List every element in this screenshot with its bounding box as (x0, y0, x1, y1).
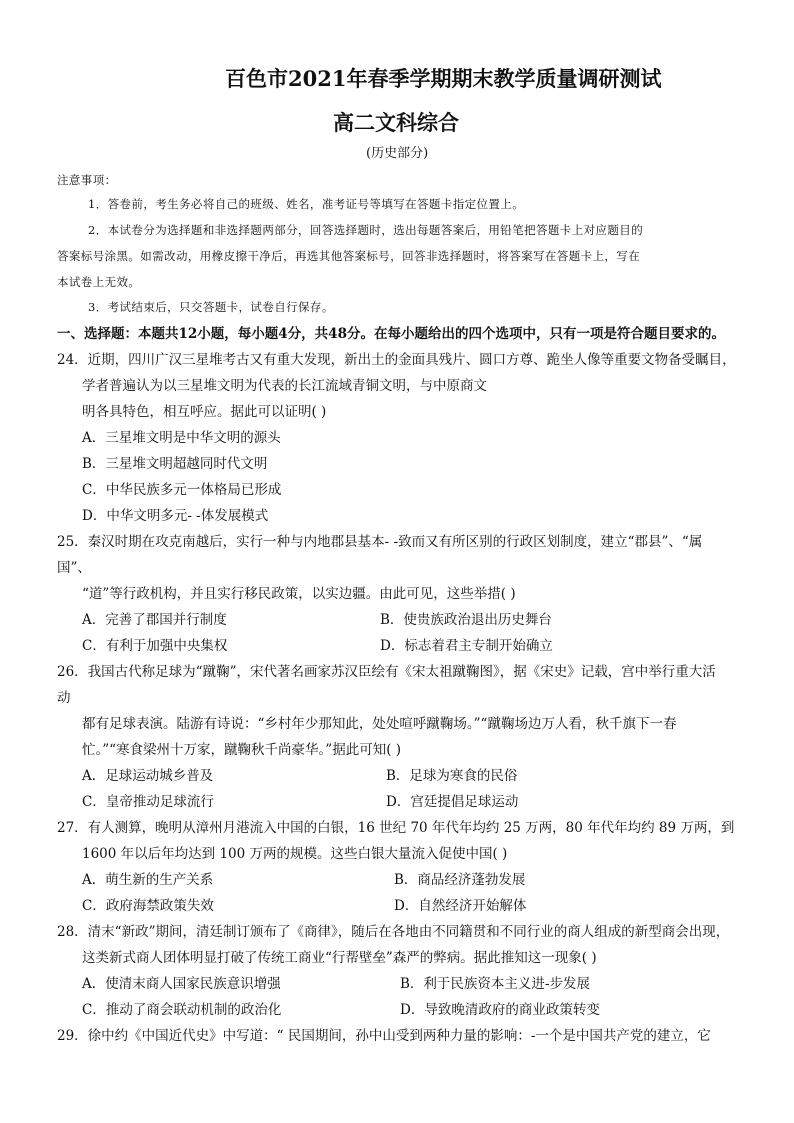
q24-option-b: B．三星堆文明超越同时代文明 (82, 456, 268, 472)
q24-stem-line-3: 明各具特色，相互呼应。据此可以证明( ) (82, 404, 327, 420)
q27-stem-line-2: 1600 年以后年均达到 100 万两的规模。这些白银大量流入促使中国( ) (82, 846, 508, 862)
notice-item-2-line-3: 本试卷上无效。 (57, 275, 141, 289)
q27-option-a: A．萌生新的生产关系 (82, 872, 214, 888)
q25-option-a: A．完善了郡国并行制度 (82, 612, 227, 628)
q24-stem-line-2: 学者普遍认为以三星堆文明为代表的长江流域青铜文明，与中原商文 (82, 378, 487, 394)
q26-option-d: D．宫廷提倡足球运动 (386, 794, 519, 810)
q24-option-a: A．三星堆文明是中华文明的源头 (82, 430, 281, 446)
q26-option-a: A．足球运动城乡普及 (82, 768, 214, 784)
q24-option-c: C．中华民族多元一体格局已形成 (82, 482, 282, 498)
q24-stem-line-1: 24．近期，四川广汉三星堆考古又有重大发现，新出土的金面具残片、圆口方尊、跪坐人像等重要文物备受瞩目， (57, 352, 736, 368)
notice-heading: 注意事项： (57, 173, 117, 187)
q25-stem-line-1: 25．秦汉时期在攻克南越后，实行一种与内地郡县基本- -致而又有所区别的行政区划制度，建立“郡县”、“属 (57, 534, 703, 550)
q27-stem-line-1: 27．有人测算，晚明从漳州月港流入中国的白银，16 世纪 70 年代年均约 25 万两，80 年代年均约 89 万两，到 (57, 820, 735, 836)
notice-item-2-line-2: 答案标号涂黑。如需改动，用橡皮擦干净后，再选其他答案标号，回答非选择题时，将答案写在答题卡上，写在 (57, 249, 641, 263)
section-1-title: 一、选择题：本题共12小题，每小题4分，共48分。在每小题给出的四个选项中，只有一项是符合题目要求的。 (57, 326, 725, 342)
q25-option-d: D．标志着君主专制开始确立 (380, 638, 553, 654)
q27-option-c: C．政府海禁政策失效 (82, 898, 214, 914)
q28-option-c: C．推动了商会联动机制的政治化 (82, 1002, 282, 1018)
exam-part: (历史部分) (366, 146, 429, 161)
exam-title: 百色市2021年春季学期期末教学质量调研测试 (225, 66, 662, 91)
q27-option-d: D．自然经济开始解体 (394, 898, 527, 914)
q28-stem-line-1: 28．清末“新政”期间，清廷制订颁布了《商律》，随后在各地由不同籍贯和不同行业的商人组成的新型商会出现， (57, 924, 730, 940)
q28-option-d: D．导致晚清政府的商业政策转变 (400, 1002, 600, 1018)
q25-option-b: B．使贵族政治退出历史舞台 (380, 612, 552, 628)
notice-item-2-line-1: 2．本试卷分为选择题和非选择题两部分，回答选择题时，选出每题答案后，用铅笔把答题卡上对应题目的 (88, 223, 644, 237)
q25-stem-line-3: “道”等行政机构，并且实行移民政策，以实边疆。由此可见，这些举措( ) (82, 586, 516, 602)
q26-stem-line-4: 忙。”“寒食梁州十万家，蹴鞠秋千尚豪华。”据此可知( ) (82, 742, 402, 758)
q26-stem-line-1: 26．我国古代称足球为“蹴鞠”，宋代著名画家苏汉臣绘有《宋太祖蹴鞠图》，据《宋史》记载，宫中举行重大活 (57, 664, 716, 680)
q28-stem-line-2: 这类新式商人团体明显打破了传统工商业“行帮壁垒”森严的弊病。据此推知这一现象( ) (82, 950, 597, 966)
notice-item-1: 1．答卷前，考生务必将自己的班级、姓名，准考证号等填写在答题卡指定位置上。 (88, 197, 525, 211)
q24-option-d: D．中华文明多元- -体发展模式 (82, 508, 269, 524)
q26-stem-line-3: 都有足球表演。陆游有诗说：“乡村年少那知此，处处喧呼蹴鞠场。”“蹴鞠场边万人看，秋千旗下一春 (82, 716, 677, 732)
q26-option-c: C．皇帝推动足球流行 (82, 794, 214, 810)
q27-option-b: B．商品经济蓬勃发展 (394, 872, 526, 888)
q26-stem-line-2: 动 (57, 690, 71, 706)
q25-option-c: C．有利于加强中央集权 (82, 638, 228, 654)
q29-stem-line-1: 29．徐中约《中国近代史》中写道：“ 民国期间，孙中山受到两种力量的影响：-一个是中国共产党的建立，它 (57, 1028, 711, 1044)
q28-option-a: A．使清末商人国家民族意识增强 (82, 976, 281, 992)
exam-subtitle: 高二文科综合 (333, 110, 459, 135)
q28-option-b: B．利于民族资本主义进-步发展 (400, 976, 590, 992)
notice-item-3: 3．考试结束后，只交答题卡，试卷自行保存。 (88, 300, 334, 314)
q26-option-b: B．足球为寒食的民俗 (386, 768, 518, 784)
q25-stem-line-2: 国”、 (57, 560, 91, 576)
